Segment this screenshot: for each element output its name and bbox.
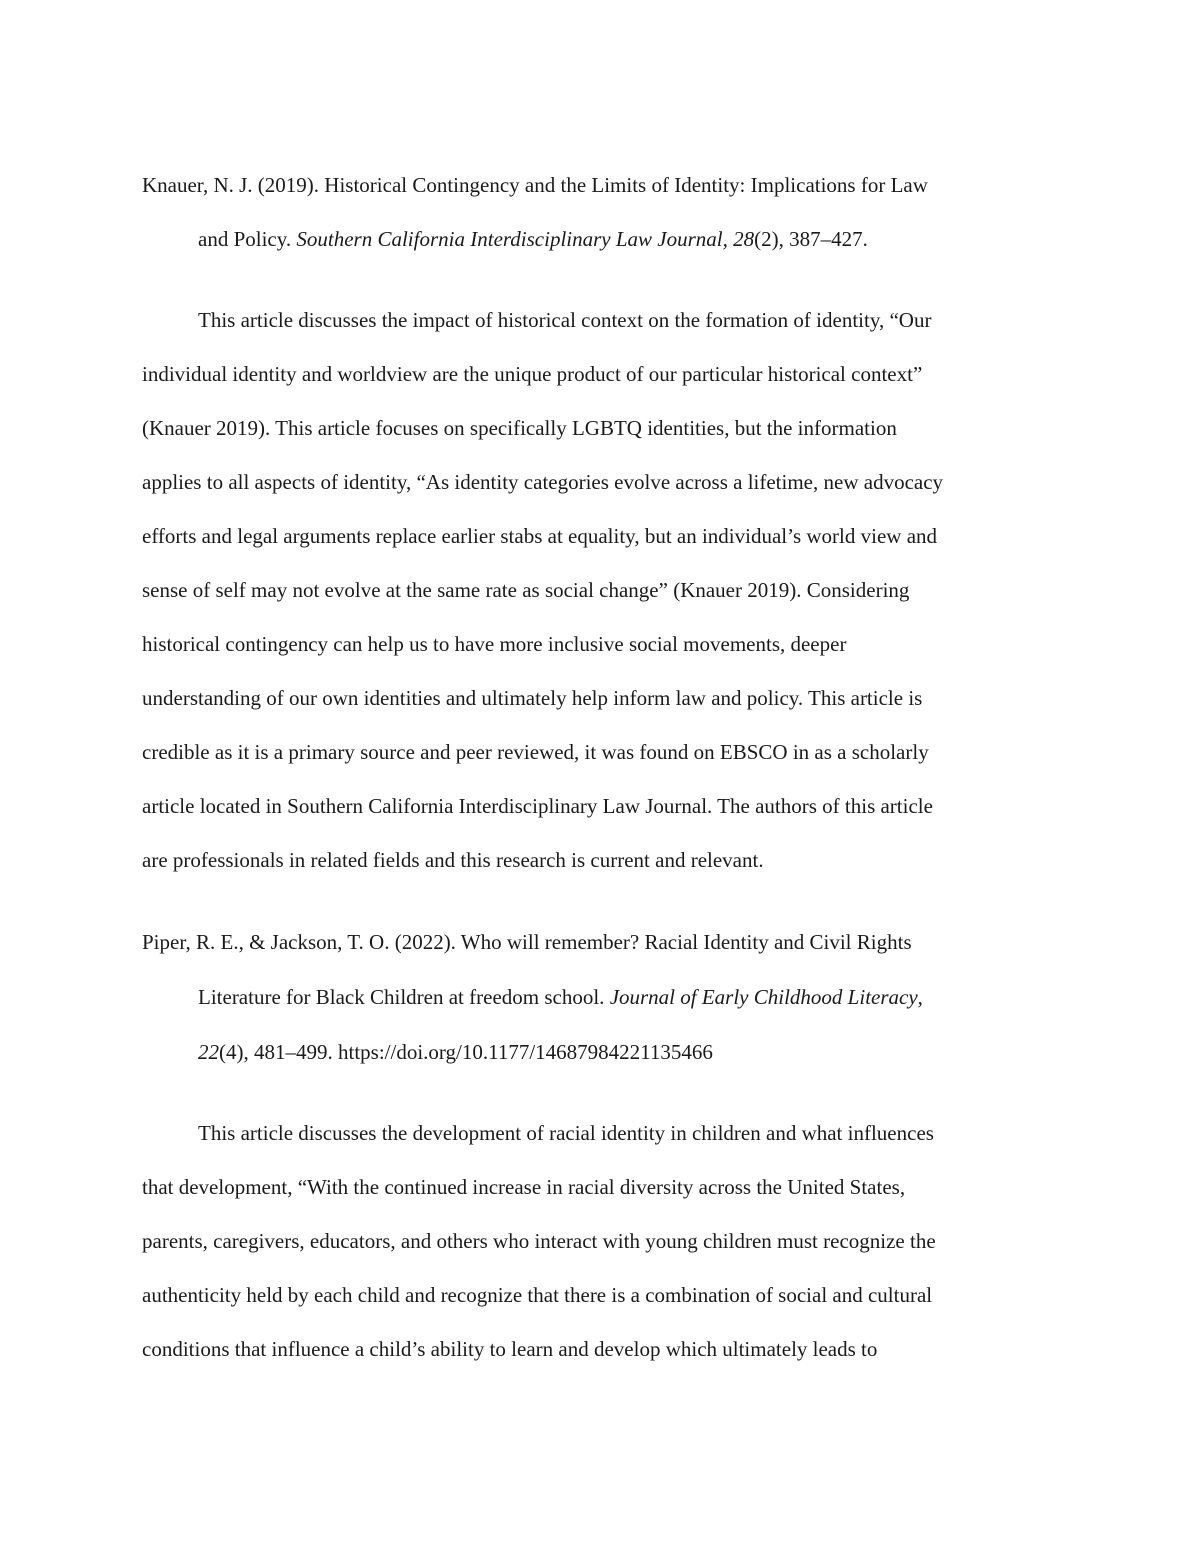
annotation-knauer-line: This article discusses the impact of historical context on the formation of identity, “Our — [198, 308, 932, 332]
journal-title: Southern California Interdisciplinary Law Journal, 28 — [296, 227, 755, 251]
citation-text: (4), 481–499. https://doi.org/10.1177/14687984221135466 — [219, 1040, 713, 1064]
annotation-piper-line: conditions that influence a child’s ability to learn and develop which ultimately leads to — [142, 1337, 878, 1361]
annotation-piper-line: authenticity held by each child and recognize that there is a combination of social and cultural — [142, 1283, 933, 1307]
annotation-knauer-line: understanding of our own identities and ultimately help inform law and policy. This article is — [142, 686, 923, 710]
annotation-knauer-line: individual identity and worldview are the unique product of our particular historical context” — [142, 362, 923, 386]
citation-text: Literature for Black Children at freedom school. — [198, 985, 610, 1009]
citation-knauer-line-1: Knauer, N. J. (2019). Historical Contingency and the Limits of Identity: Implications for Law — [142, 173, 928, 197]
citation-piper-line-2 — [198, 982, 923, 1012]
annotation-knauer-line: sense of self may not evolve at the same rate as social change” (Knauer 2019). Considering — [142, 578, 910, 602]
citation-text: , — [917, 985, 923, 1009]
annotation-knauer-line: applies to all aspects of identity, “As identity categories evolve across a lifetime, new advocacy — [142, 470, 944, 494]
journal-volume: 22 — [198, 1040, 219, 1064]
citation-text: and Policy. — [198, 227, 297, 251]
annotation-knauer-line: are professionals in related fields and this research is current and relevant. — [142, 848, 764, 872]
annotation-knauer-line: historical contingency can help us to have more inclusive social movements, deeper — [142, 632, 847, 656]
annotation-knauer-line: (Knauer 2019). This article focuses on specifically LGBTQ identities, but the information — [142, 416, 897, 440]
annotation-knauer-line: article located in Southern California Interdisciplinary Law Journal. The authors of this article — [142, 794, 933, 818]
citation-knauer-line-2 — [198, 224, 868, 254]
annotation-knauer-line: credible as it is a primary source and peer reviewed, it was found on EBSCO in as a scholarly — [142, 740, 929, 764]
annotation-piper-line: This article discusses the development of racial identity in children and what influences — [198, 1121, 934, 1145]
annotation-piper-line: parents, caregivers, educators, and others who interact with young children must recognize the — [142, 1229, 936, 1253]
annotation-piper-line: that development, “With the continued increase in racial diversity across the United States, — [142, 1175, 906, 1199]
citation-text: (2), 387–427. — [754, 227, 868, 251]
citation-piper-line-3 — [198, 1037, 713, 1067]
annotation-knauer-line: efforts and legal arguments replace earlier stabs at equality, but an individual’s world view and — [142, 524, 938, 548]
citation-piper-line-1: Piper, R. E., & Jackson, T. O. (2022). Who will remember? Racial Identity and Civil Rights — [142, 930, 912, 954]
journal-title: Journal of Early Childhood Literacy — [609, 985, 918, 1009]
